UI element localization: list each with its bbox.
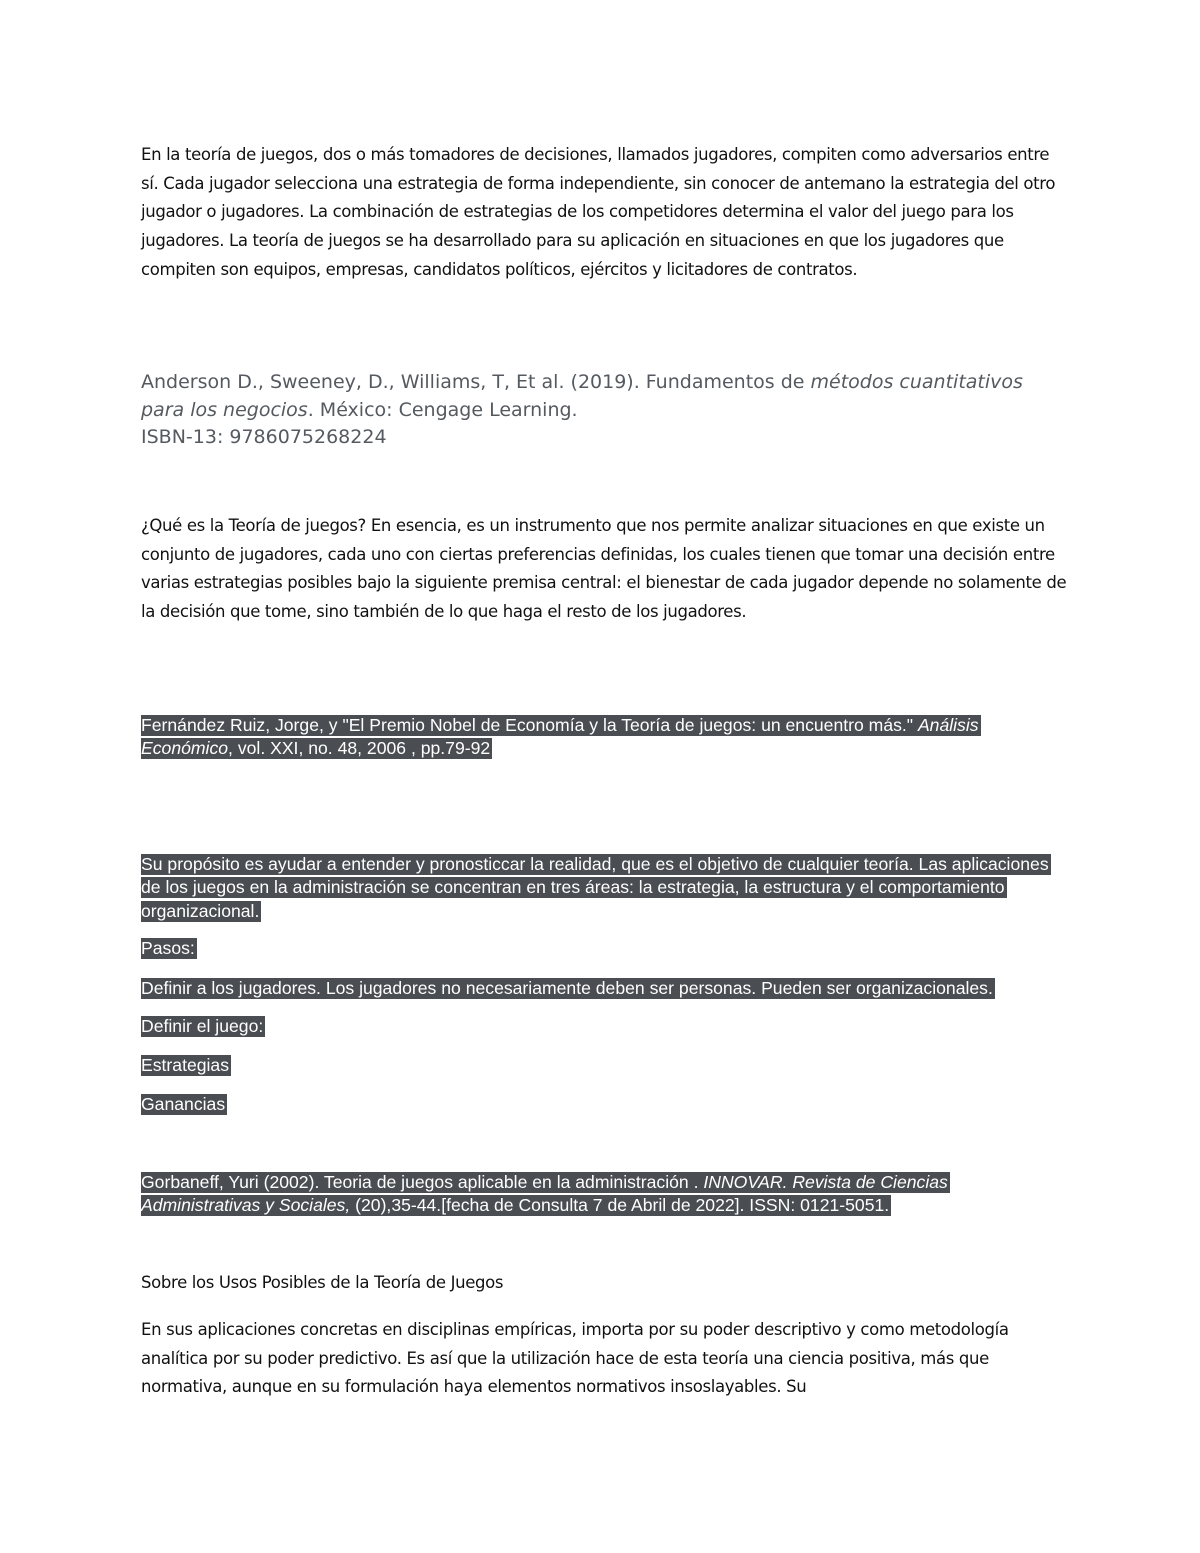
highlighted-purpose-paragraph: [141, 853, 1061, 923]
step-define-game-text: Definir el juego:: [141, 1016, 264, 1036]
reference-anderson-title: métodos cuantitativos para los negocios: [141, 371, 1023, 421]
step-item-strategies: [141, 1054, 1061, 1077]
reference-anderson: [141, 369, 1061, 452]
reference-gorbaneff-journal: INNOVAR. Revista de Ciencias Administrativas y Sociales,: [141, 1172, 948, 1216]
step-item-earnings-text: Ganancias: [141, 1094, 226, 1114]
section-heading: Sobre los Usos Posibles de la Teoría de Juegos: [141, 1273, 504, 1292]
step-item-earnings: [141, 1093, 1061, 1116]
steps-title: [141, 937, 1061, 960]
reference-fernandez-lead: Fernández Ruiz, Jorge, y "El Premio Nobel de Economía y la Teoría de juegos: un encuentro más.": [141, 715, 918, 735]
reference-gorbaneff-lead: Gorbaneff, Yuri (2002). Teoria de juegos aplicable en la administración .: [141, 1172, 704, 1192]
reference-fernandez-journal: Análisis Económico: [141, 715, 979, 759]
reference-anderson-authors: Anderson D., Sweeney, D., Williams, T, Et al. (2019). Fundamentos de: [141, 371, 811, 393]
paragraph-uses-of-game-theory: En sus aplicaciones concretas en disciplinas empíricas, importa por su poder descriptivo y como metodología analítica por su poder predictivo. Es así que la utilización hace de esta teoría una ciencia positiva, más que normativa, aunque en su formulación haya elementos normativos insoslayables. Su: [141, 1320, 1009, 1397]
step-define-game: [141, 1015, 1061, 1038]
step-item-strategies-text: Estrategias: [141, 1055, 230, 1075]
paragraph-what-is-game-theory: ¿Qué es la Teoría de juegos? En esencia, es un instrumento que nos permite analizar situaciones en que existe un conjunto de jugadores, cada uno con ciertas preferencias definidas, los cuales tienen que tomar una decisión entre varias estrategias posibles bajo la siguiente premisa central: el bienestar de cada jugador depende no solamente de la decisión que tome, sino también de lo que haga el resto de los jugadores.: [141, 516, 1067, 622]
reference-anderson-publisher: . México: Cengage Learning.: [307, 398, 578, 421]
reference-gorbaneff-tail: (20),35-44.[fecha de Consulta 7 de Abril de 2022]. ISSN: 0121-5051.: [350, 1195, 890, 1216]
reference-anderson-isbn: ISBN-13: 9786075268224: [141, 426, 387, 448]
reference-fernandez-tail: , vol. XXI, no. 48, 2006 , pp.79-92: [228, 738, 491, 759]
reference-gorbaneff: [141, 1171, 1061, 1218]
step-define-players: [141, 977, 1061, 1000]
step-define-players-text: Definir a los jugadores. Los jugadores no necesariamente deben ser personas. Pueden ser organizacionales.: [141, 978, 993, 998]
steps-title-text: Pasos:: [141, 938, 195, 958]
purpose-text: Su propósito es ayudar a entender y pronosticcar la realidad, que es el objetivo de cualquier teoría. Las aplicaciones de los juegos en la administración se concentran en tres áreas: la estrategia, la estructura y el comportamiento organizacional.: [141, 854, 1049, 921]
paragraph-game-theory-intro: En la teoría de juegos, dos o más tomadores de decisiones, llamados jugadores, compiten como adversarios entre sí. Cada jugador selecciona una estrategia de forma independiente, sin conocer de antemano la estrategia del otro jugador o jugadores. La combinación de estrategias de los competidores determina el valor del juego para los jugadores. La teoría de juegos se ha desarrollado para su aplicación en situaciones en que los jugadores que compiten son equipos, empresas, candidatos políticos, ejércitos y licitadores de contratos.: [141, 145, 1056, 279]
reference-fernandez: [141, 714, 1061, 761]
